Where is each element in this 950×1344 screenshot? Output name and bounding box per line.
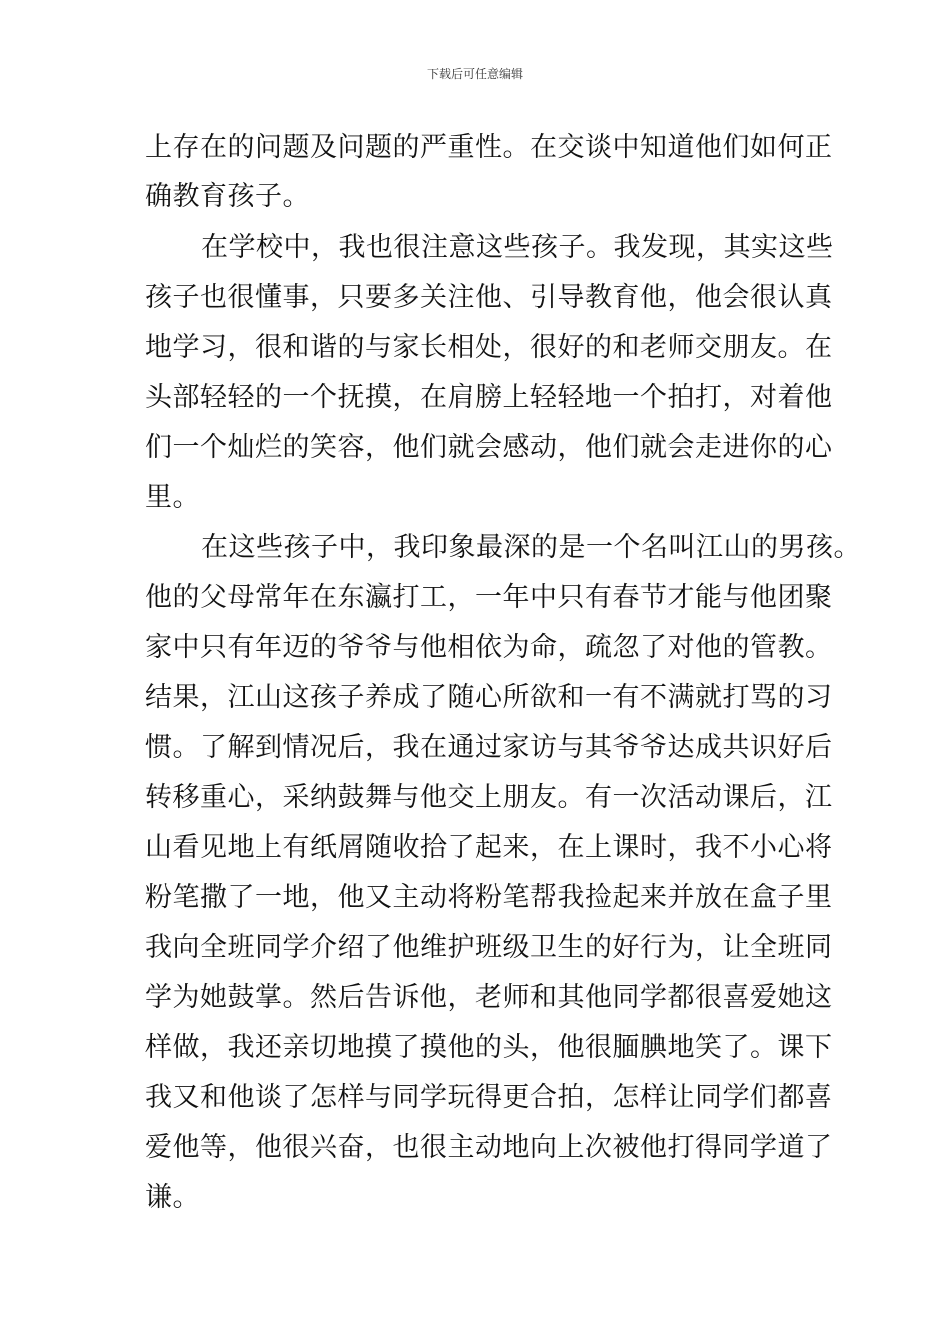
text-line: 我又和他谈了怎样与同学玩得更合拍，怎样让同学们都喜 <box>145 1082 833 1113</box>
text-line: 确教育孩子。 <box>145 181 310 212</box>
text-line: 我向全班同学介绍了他维护班级卫生的好行为，让全班同 <box>145 932 833 963</box>
text-line: 爱他等，他很兴奋，也很主动地向上次被他打得同学道了 <box>145 1132 833 1163</box>
text-line: 山看见地上有纸屑随收拾了起来，在上课时，我不小心将 <box>145 832 833 863</box>
text-line: 样做，我还亲切地摸了摸他的头，他很腼腆地笑了。课下 <box>145 1032 833 1063</box>
text-line: 地学习，很和谐的与家长相处，很好的和老师交朋友。在 <box>145 332 833 363</box>
text-line: 学为她鼓掌。然后告诉他，老师和其他同学都很喜爱她这 <box>145 982 833 1013</box>
text-line: 他的父母常年在东瀛打工，一年中只有春节才能与他团聚 <box>145 582 833 613</box>
text-line: 惯。了解到情况后，我在通过家访与其爷爷达成共识好后 <box>145 732 833 763</box>
text-line: 家中只有年迈的爷爷与他相依为命，疏忽了对他的管教。 <box>145 632 833 663</box>
text-line: 粉笔撒了一地，他又主动将粉笔帮我捡起来并放在盒子里 <box>145 882 833 913</box>
text-line: 在这些孩子中，我印象最深的是一个名叫江山的男孩。 <box>201 532 861 563</box>
text-line: 头部轻轻的一个抚摸，在肩膀上轻轻地一个拍打，对着他 <box>145 382 833 413</box>
text-line: 在学校中，我也很注意这些孩子。我发现，其实这些 <box>201 232 834 263</box>
text-line: 孩子也很懂事，只要多关注他、引导教育他，他会很认真 <box>145 282 833 313</box>
text-line: 里。 <box>145 482 200 513</box>
text-line: 谦。 <box>145 1182 200 1213</box>
text-line: 上存在的问题及问题的严重性。在交谈中知道他们如何正 <box>145 132 833 163</box>
text-line: 结果，江山这孩子养成了随心所欲和一有不满就打骂的习 <box>145 682 833 713</box>
text-line: 转移重心，采纳鼓舞与他交上朋友。有一次活动课后，江 <box>145 782 833 813</box>
text-line: 们一个灿烂的笑容，他们就会感动，他们就会走进你的心 <box>145 432 833 463</box>
page-header: 下载后可任意编辑 <box>426 67 523 81</box>
